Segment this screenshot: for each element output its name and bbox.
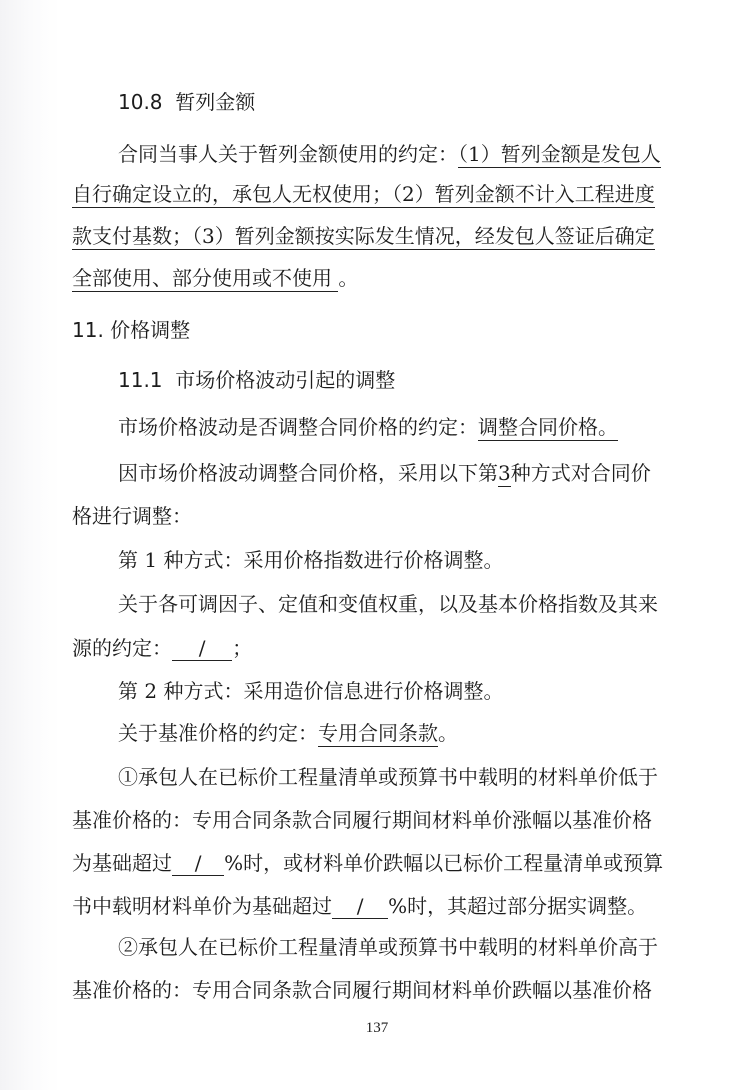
provisional-sum-paragraph-line-3 bbox=[72, 222, 655, 250]
provisional-sum-paragraph-line-4 bbox=[72, 264, 358, 292]
provisional-sum-value-1: （1）暂列金额是发包人 bbox=[458, 142, 661, 166]
adjust-question-line bbox=[118, 413, 618, 441]
clause-2-line-2: 基准价格的：专用合同条款合同履行期间材料单价跌幅以基准价格 bbox=[72, 978, 652, 1002]
page-number: 137 bbox=[365, 1020, 389, 1036]
clause-1-line-2: 基准价格的：专用合同条款合同履行期间材料单价涨幅以基准价格 bbox=[72, 808, 652, 832]
base-price-label: 关于基准价格的约定： bbox=[118, 721, 318, 745]
section-11-heading: 11. 价格调整 bbox=[72, 318, 191, 342]
period: 。 bbox=[438, 721, 458, 745]
clause-1-line-1: ①承包人在已标价工程量清单或预算书中载明的材料单价低于 bbox=[118, 765, 658, 789]
semicolon: ； bbox=[232, 636, 253, 660]
method-1-text-line-1: 关于各可调因子、定值和变值权重，以及基本价格指数及其来 bbox=[118, 592, 658, 616]
clause-2-line-1: ②承包人在已标价工程量清单或预算书中载明的材料单价高于 bbox=[118, 935, 658, 959]
provisional-sum-paragraph-line-1 bbox=[118, 140, 661, 168]
method-choice-text-a: 因市场价格波动调整合同价格，采用以下第 bbox=[118, 461, 498, 485]
method-choice-line-2: 格进行调整： bbox=[72, 504, 192, 528]
period: 。 bbox=[338, 266, 359, 290]
method-choice-number: 3 bbox=[498, 461, 511, 485]
method-1-label: 源的约定： bbox=[72, 636, 172, 660]
base-price-line bbox=[118, 719, 458, 747]
clause-1-blank-2: / bbox=[332, 894, 388, 919]
adjust-question-value: 调整合同价格。 bbox=[478, 415, 618, 439]
provisional-sum-label: 合同当事人关于暂列金额使用的约定： bbox=[118, 142, 458, 166]
clause-1-text-b: %时，或材料单价跌幅以已标价工程量清单或预算 bbox=[224, 851, 664, 875]
method-1-text-line-2 bbox=[72, 634, 252, 662]
provisional-sum-value-3: 款支付基数；（3）暂列金额按实际发生情况，经发包人签证后确定 bbox=[72, 224, 655, 248]
clause-1-text-d: %时，其超过部分据实调整。 bbox=[388, 894, 648, 918]
provisional-sum-value-2: 自行确定设立的，承包人无权使用；（2）暂列金额不计入工程进度 bbox=[72, 182, 655, 206]
section-11-1-heading: 11.1 市场价格波动引起的调整 bbox=[118, 368, 396, 392]
adjust-question-label: 市场价格波动是否调整合同价格的约定： bbox=[118, 415, 478, 439]
provisional-sum-paragraph-line-2 bbox=[72, 180, 655, 208]
clause-1-text-c: 书中载明材料单价为基础超过 bbox=[72, 894, 332, 918]
clause-1-text: 为基础超过 bbox=[72, 851, 172, 875]
clause-1-line-3 bbox=[72, 849, 663, 877]
base-price-value: 专用合同条款 bbox=[318, 721, 438, 745]
clause-1-blank-1: / bbox=[172, 851, 224, 876]
method-2-title: 第 2 种方式：采用造价信息进行价格调整。 bbox=[118, 679, 504, 703]
method-1-title: 第 1 种方式：采用价格指数进行价格调整。 bbox=[118, 548, 504, 572]
method-choice-text-b: 种方式对合同价 bbox=[510, 461, 651, 485]
method-choice-line-1 bbox=[118, 459, 651, 487]
section-10-8-heading: 10.8 暂列金额 bbox=[118, 90, 256, 114]
clause-1-line-4 bbox=[72, 892, 647, 920]
provisional-sum-value-4: 全部使用、部分使用或不使用 bbox=[72, 266, 339, 290]
method-1-blank: / bbox=[172, 636, 232, 661]
